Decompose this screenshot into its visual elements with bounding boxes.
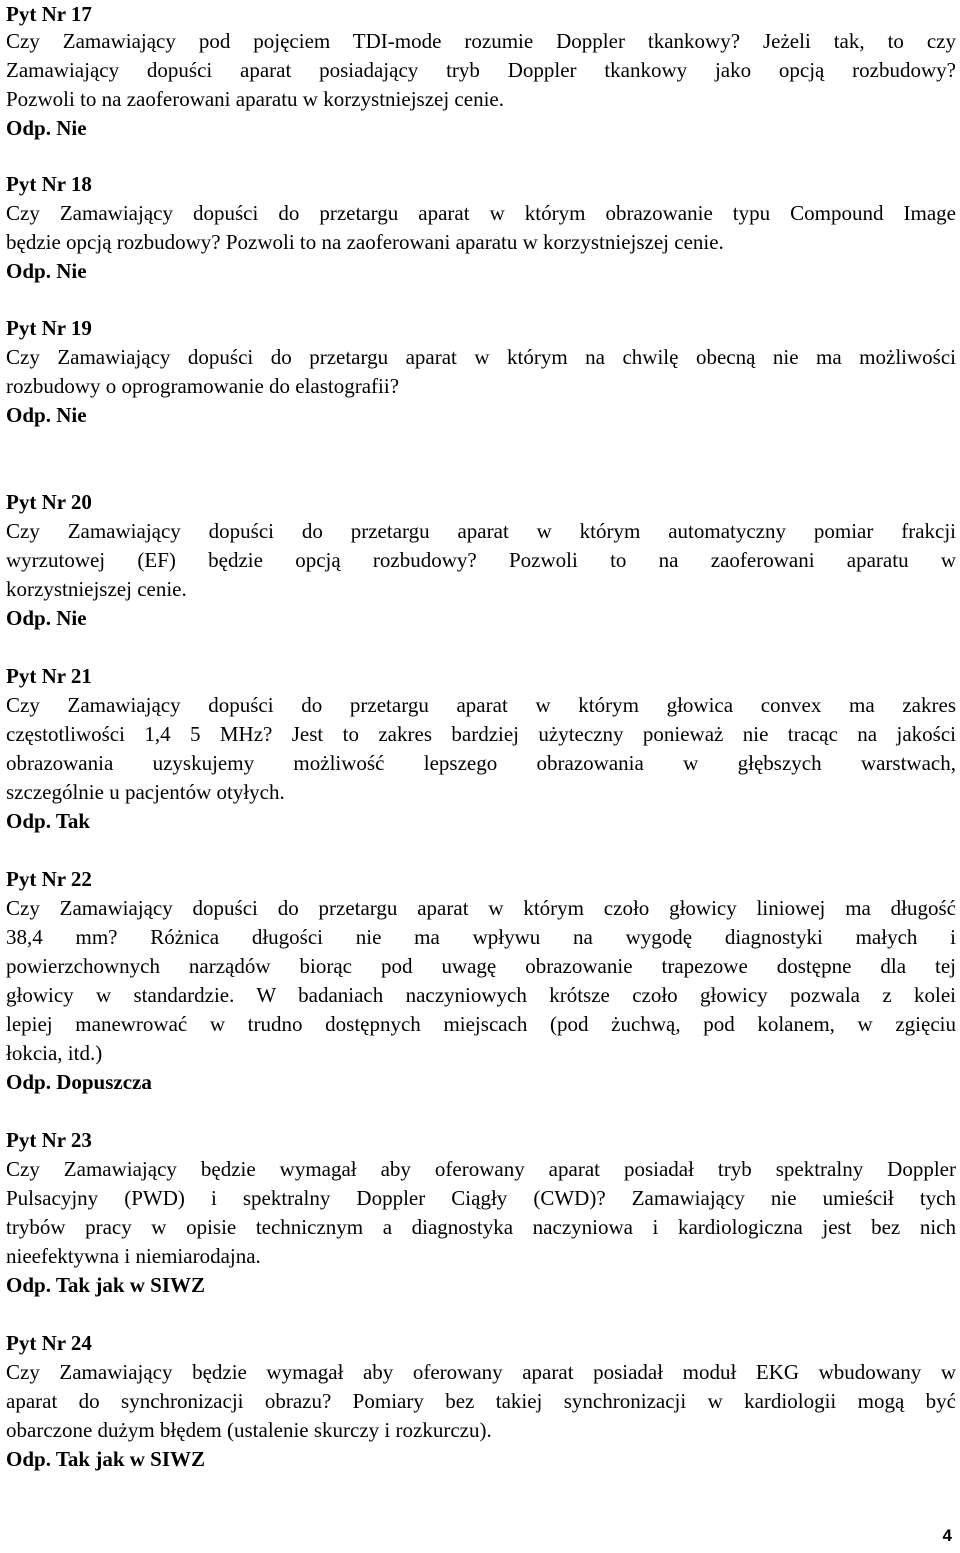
question-title: Pyt Nr 24 xyxy=(6,1331,92,1355)
question-text-line: częstotliwości 1,4 5 MHz? Jest to zakres bardziej użyteczny ponieważ nie tracąc na jakości xyxy=(6,722,956,746)
question-text-line: Czy Zamawiający dopuści do przetargu aparat w którym automatyczny pomiar frakcji xyxy=(6,519,956,543)
question-text-line: nieefektywna i niemiarodajna. xyxy=(6,1244,261,1268)
question-text-line: obrazowania uzyskujemy możliwość lepszego obrazowania w głębszych warstwach, xyxy=(6,751,956,775)
answer-text: Odp. Nie xyxy=(6,606,87,630)
question-title: Pyt Nr 19 xyxy=(6,316,92,340)
question-text-line: Czy Zamawiający dopuści do przetargu aparat w którym głowica convex ma zakres xyxy=(6,693,956,717)
question-text-line: rozbudowy o oprogramowanie do elastografii? xyxy=(6,374,400,398)
question-text-line: trybów pracy w opisie technicznym a diagnostyka naczyniowa i kardiologiczna jest bez nich xyxy=(6,1215,956,1239)
question-text-line: Czy Zamawiający będzie wymagał aby oferowany aparat posiadał moduł EKG wbudowany w xyxy=(6,1360,956,1384)
question-text-line: korzystniejszej cenie. xyxy=(6,577,187,601)
question-text-line: Czy Zamawiający dopuści do przetargu aparat w którym czoło głowicy liniowej ma długość xyxy=(6,896,956,920)
question-text-line: 38,4 mm? Różnica długości nie ma wpływu na wygodę diagnostyki małych i xyxy=(6,925,956,949)
answer-text: Odp. Nie xyxy=(6,259,87,283)
question-text-line: powierzchownych narządów biorąc pod uwagę obrazowanie trapezowe dostępne dla tej xyxy=(6,954,956,978)
question-text-line: łokcia, itd.) xyxy=(6,1041,103,1065)
question-text-line: lepiej manewrować w trudno dostępnych miejscach (pod żuchwą, pod kolanem, w zgięciu xyxy=(6,1012,956,1036)
question-text-line: aparat do synchronizacji obrazu? Pomiary bez takiej synchronizacji w kardiologii mogą być xyxy=(6,1389,956,1413)
question-text-line: Czy Zamawiający będzie wymagał aby oferowany aparat posiadał tryb spektralny Doppler xyxy=(6,1157,956,1181)
question-title: Pyt Nr 20 xyxy=(6,490,92,514)
question-text-line: Zamawiający dopuści aparat posiadający tryb Doppler tkankowy jako opcją rozbudowy? xyxy=(6,58,956,82)
question-text-line: wyrzutowej (EF) będzie opcją rozbudowy? Pozwoli to na zaoferowani aparatu w xyxy=(6,548,956,572)
answer-text: Odp. Nie xyxy=(6,403,87,427)
question-title: Pyt Nr 22 xyxy=(6,867,92,891)
page-number: 4 xyxy=(942,1526,952,1545)
question-text-line: Pulsacyjny (PWD) i spektralny Doppler Ciągły (CWD)? Zamawiający nie umieścił tych xyxy=(6,1186,956,1210)
answer-text: Odp. Tak jak w SIWZ xyxy=(6,1447,206,1471)
question-text-line: szczególnie u pacjentów otyłych. xyxy=(6,780,285,804)
answer-text: Odp. Nie xyxy=(6,116,87,140)
question-text-line: obarczone dużym błędem (ustalenie skurczy i rozkurczu). xyxy=(6,1418,492,1442)
answer-text: Odp. Dopuszcza xyxy=(6,1070,152,1094)
question-title: Pyt Nr 17 xyxy=(6,2,92,26)
question-text-line: głowicy w standardzie. W badaniach naczyniowych krótsze czoło głowicy pozwala z kolei xyxy=(6,983,956,1007)
question-text-line: Czy Zamawiający dopuści do przetargu aparat w którym na chwilę obecną nie ma możliwości xyxy=(6,345,956,369)
question-text-line: Pozwoli to na zaoferowani aparatu w korzystniejszej cenie. xyxy=(6,87,504,111)
question-title: Pyt Nr 21 xyxy=(6,664,92,688)
question-text-line: Czy Zamawiający dopuści do przetargu aparat w którym obrazowanie typu Compound Image xyxy=(6,201,956,225)
question-text-line: będzie opcją rozbudowy? Pozwoli to na zaoferowani aparatu w korzystniejszej cenie. xyxy=(6,230,724,254)
question-text-line: Czy Zamawiający pod pojęciem TDI-mode rozumie Doppler tkankowy? Jeżeli tak, to czy xyxy=(6,29,956,53)
answer-text: Odp. Tak jak w SIWZ xyxy=(6,1273,206,1297)
question-title: Pyt Nr 23 xyxy=(6,1128,92,1152)
answer-text: Odp. Tak xyxy=(6,809,91,833)
question-title: Pyt Nr 18 xyxy=(6,172,92,196)
